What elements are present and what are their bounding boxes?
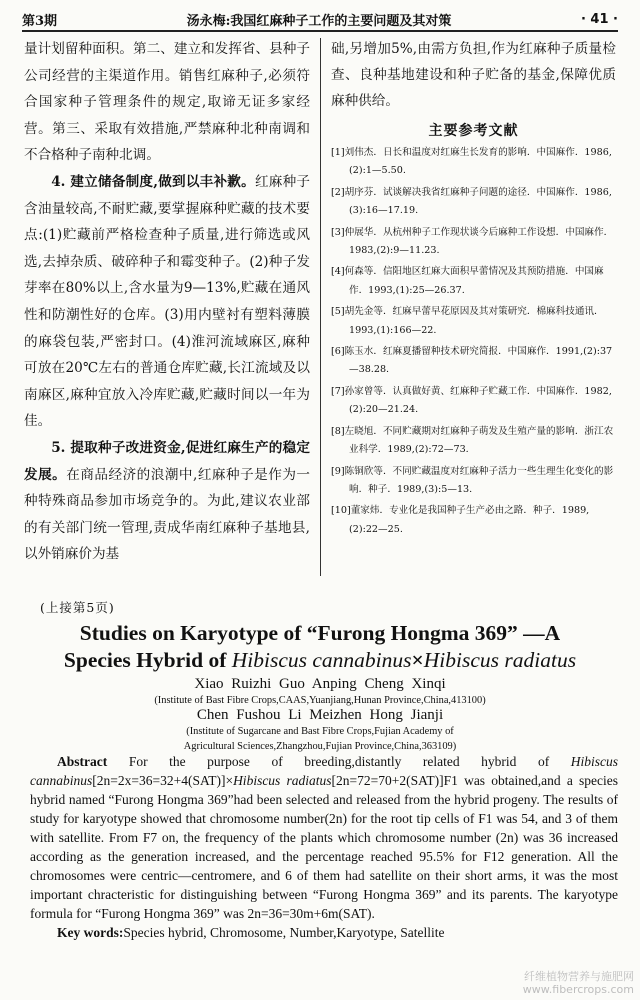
references-title: 主要参考文献 xyxy=(428,123,519,139)
title-prefix: Species Hybrid of xyxy=(63,648,232,672)
species-name-1: Hibiscus cannabinus xyxy=(231,648,412,672)
left-column xyxy=(24,36,310,576)
abstract-species-1: Hibiscus cannabinus xyxy=(30,754,619,788)
english-abstract xyxy=(30,752,618,942)
watermark-line-2: www.fibercrops.com xyxy=(522,983,634,996)
left-paragraph-3 xyxy=(24,435,310,568)
authors-group-1 xyxy=(20,676,620,708)
institute-2-line-1: (Institute of Sugarcane and Bast Fibre Crops,Fujian Academy of xyxy=(186,726,454,737)
reference-item: [4]何森等．信阳地区红麻大面积早蕾情况及其预防措施．中国麻作．1993,(1):25—26.37. xyxy=(331,266,604,296)
reference-item: [3]仲展华．从杭州种子工作现状谈今后麻种工作设想．中国麻作．1983,(2):9—11.23. xyxy=(331,226,614,257)
institute-2-line-2: Agricultural Sciences,Zhangzhou,Fujian Province,China,363109) xyxy=(183,741,457,752)
section-heading-4: 4. 建立储备制度,做到以丰补歉。 xyxy=(51,173,255,190)
reference-item: [7]孙家曾等．认真做好黄、红麻种子贮藏工作．中国麻作．1982,(2):20—21.24. xyxy=(331,385,612,416)
abstract-text-3: [2n=72=70+2(SAT)]F1 was obtained,and a species hybrid named “Furong Hongma 369”had been selected and released from the hybrid progeny. The results of study for karyotype showed that chromosome number(2n) for the root tip cells of F1 was 54, and 3 of them with satellite. From F7 on, the frequency of the plants which chromosome number (2n) was 36 increased according as the generation increased, and the percentage reached 95.5% for F12 generation. All the chromosomes were centric—centromere, and 6 of them had satellite on their short arms, it was the most important chracteristic for distinguishing between “Furong Hongma 369” and its parents. The karyotype formula for “Furong Hongma 369” was 2n=36=30m+6m(SAT). xyxy=(30,773,618,921)
reference-item: [9]陈铜欣等．不同贮藏温度对红麻种子活力一些生理生化变化的影响．种子．1989,(3):5—13. xyxy=(331,465,614,495)
page-header xyxy=(22,8,618,32)
reference-item: [5]胡先金等．红麻早蕾早花原因及其对策研究．棉麻科技通讯．1993,(1):166—22. xyxy=(331,306,604,336)
right-continuation-text: 础,另增加5%,由需方负担,作为红麻种子质量检查、良种基地建设和种子贮备的基金,保障优质麻种供给。 xyxy=(331,41,616,109)
section-heading-5: 5. 提取种子改进资金,促进红麻生产的稳定发展。 xyxy=(24,439,310,483)
abstract-species-2: Hibiscus radiatus xyxy=(233,773,332,788)
abstract-text-2: [2n=2x=36=32+4(SAT)]× xyxy=(92,773,234,788)
keywords-line xyxy=(30,923,618,942)
reference-item: [6]陈玉水．红麻夏播留种技术研究简报．中国麻作．1991,(2):37—38.28. xyxy=(331,346,613,376)
keywords-label: Key words: xyxy=(57,925,124,940)
left-paragraph-1: 量计划留种面积。第二、建立和发挥省、县种子公司经营的主渠道作用。销售红麻种子,必须符合国家种子管理条件的规定,取谛无证多家经营。第三、采取有效措施,严禁麻种北种南调和不合格种子南种北调。 xyxy=(24,41,310,164)
reference-item: [10]董家炜．专业化是我国种子生产必由之路．种子．1989,(2):22—25. xyxy=(331,505,590,535)
section-body-4: 红麻种子含油量较高,不耐贮藏,要掌握麻种贮藏的技术要点:(1)贮藏前严格检查种子质量,进行筛选或风选,去掉杂质、破碎种子和霉变种子。(2)种子发芽率在80%以上,含水量为9—13%,贮藏在通风性和防潮性好的仓库。(3)用内壁衬有塑料薄膜的麻袋包装,严密封口。(4)淮河流域麻区,麻种可放在20℃左右的普通仓库贮藏,长江流域及以南麻区,麻种宜放入冷库贮藏,贮藏时间以一年为佳。 xyxy=(24,173,311,430)
left-paragraph-2 xyxy=(24,169,310,435)
title-line-2 xyxy=(20,647,620,674)
cross-sign: × xyxy=(411,648,424,672)
watermark-line-1: 纤维植物营养与施肥网 xyxy=(524,970,634,983)
institute-1: (Institute of Bast Fibre Crops,CAAS,Yuanjiang,Hunan Province,China,413100) xyxy=(154,695,486,706)
keywords-text: Species hybrid, Chromosome, Number,Karyotype, Satellite xyxy=(123,925,445,940)
chinese-two-column-body xyxy=(24,36,616,576)
species-name-2: Hibiscus radiatus xyxy=(423,648,577,672)
author-names-1: Xiao Ruizhi Guo Anping Cheng Xinqi xyxy=(194,676,446,692)
watermark xyxy=(523,970,634,996)
right-column xyxy=(331,36,616,576)
author-names-2: Chen Fushou Li Meizhen Hong Jianji xyxy=(196,707,444,723)
reference-item: [1]刘伟杰．日长和温度对红麻生长发育的影响．中国麻作．1986,(2):1—5.50. xyxy=(331,147,612,177)
english-title xyxy=(20,620,620,674)
abstract-paragraph xyxy=(30,752,618,923)
abstract-label: Abstract xyxy=(57,754,108,769)
page-number: · 41 · xyxy=(580,11,618,27)
reference-item: [8]左晓旭．不同贮藏期对红麻种子萌发及生殖产量的影响．浙江农业科学．1989,(2):72—73. xyxy=(331,425,614,456)
title-line-1: Studies on Karyotype of “Furong Hongma 369” —A xyxy=(79,621,561,645)
authors-group-2 xyxy=(20,707,620,754)
reference-item: [2]胡序芬．试谈解决我省红麻种子问题的途径．中国麻作．1986,(3):16—17.19. xyxy=(331,186,612,217)
section-body-5: 在商品经济的浪潮中,红麻种子是作为一种特殊商品参加市场竞争的。为此,建议农业部的有关部门统一管理,责成华南红麻种子基地县,以外销麻价为基 xyxy=(24,466,311,563)
abstract-text-1: For the purpose of breeding,distantly related hybrid of xyxy=(128,754,571,769)
continued-from-note: (上接第5页) xyxy=(40,600,115,615)
running-title: 汤永梅:我国红麻种子工作的主要问题及其对策 xyxy=(186,13,452,29)
issue-label: 第3期 xyxy=(22,13,58,29)
column-divider xyxy=(320,38,321,576)
